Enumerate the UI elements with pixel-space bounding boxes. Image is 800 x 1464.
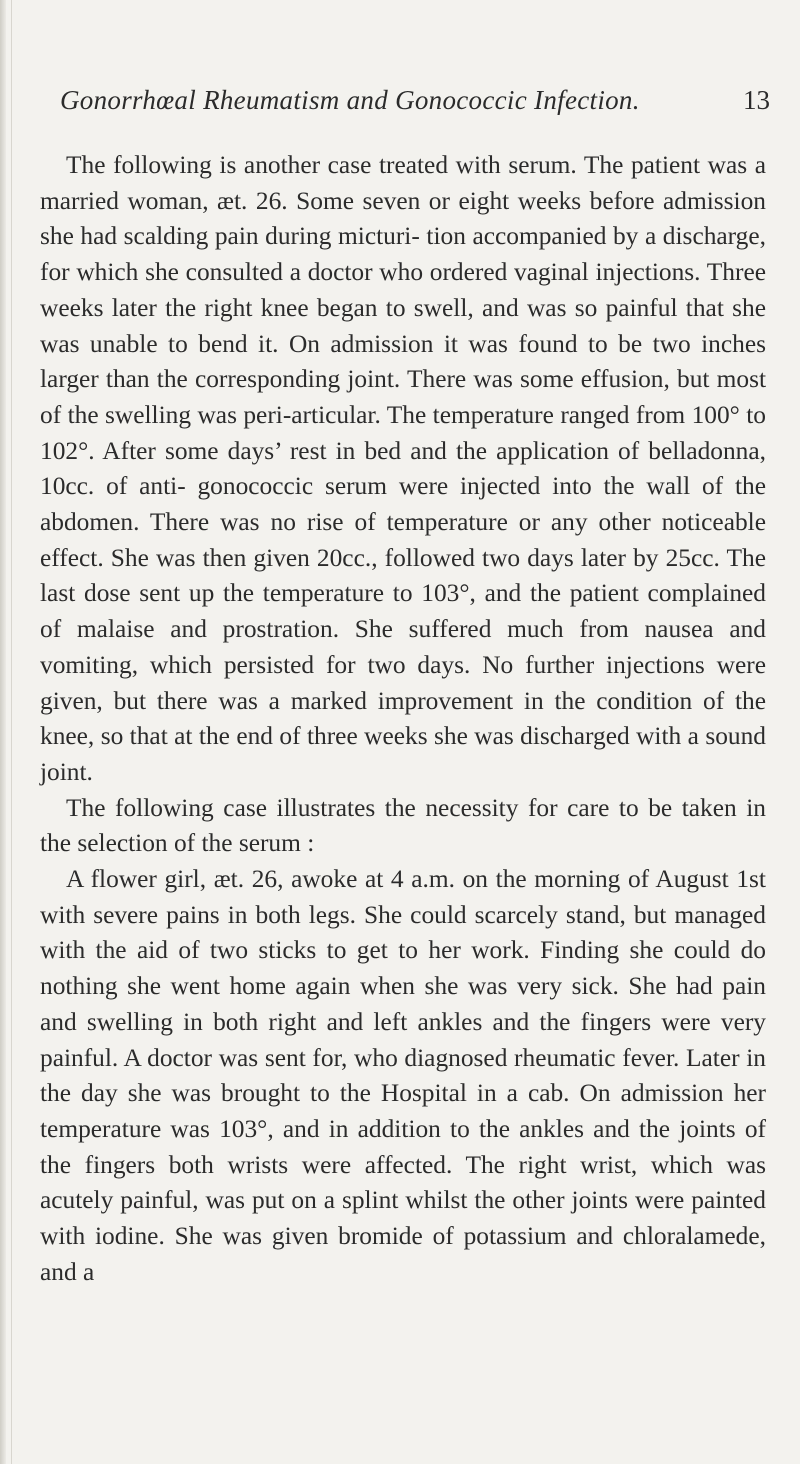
body-text [40, 148, 766, 1291]
running-title: Gonorrhœal Rheumatism and Gonococcic Infection. [60, 85, 640, 115]
paragraph-case-two: A flower girl, æt. 26, awoke at 4 a.m. on the morning of August 1st with severe pains in both legs. She could scarcely stand, but managed with the aid of two sticks to get to her work. Finding she could do nothing she went home again when she was very sick. She had pain and swelling in both right and left ankles and the fingers were very painful. A doctor was sent for, who diagnosed rheumatic fever. Later in the day she was brought to the Hospital in a cab. On admission her temperature was 103°, and in addition to the ankles and the joints of the fingers both wrists were affected. The right wrist, which was acutely painful, was put on a splint whilst the other joints were painted with iodine. She was given bromide of potassium and chloralamede, and a [40, 865, 766, 1286]
binding-rule [11, 0, 12, 1464]
page-left-edge [0, 0, 6, 1464]
page-number: 13 [743, 85, 770, 115]
paragraph-case-one: The following is another case treated with serum. The patient was a married woman, æt. 26. Some seven or eight weeks before admission she had scalding pain during micturi- tion accompanied by a discharge, for which she consulted a doctor who ordered vaginal injections. Three weeks later the right knee began to swell, and was so painful that she was unable to bend it. On admission it was found to be two inches larger than the corresponding joint. There was some effusion, but most of the swelling was peri-articular. The temperature ranged from 100° to 102°. After some days’ rest in bed and the application of belladonna, 10cc. of anti- gonococcic serum were injected into the wall of the abdomen. There was no rise of temperature or any other noticeable effect. She was then given 20cc., followed two days later by 25cc. The last dose sent up the temperature to 103°, and the patient complained of malaise and prostration. She suffered much from nausea and vomiting, which persisted for two days. No further injections were given, but there was a marked improvement in the condition of the knee, so that at the end of three weeks she was discharged with a sound joint. [40, 151, 766, 786]
running-head [60, 80, 770, 120]
paragraph-intro-case-two: The following case illustrates the necessity for care to be taken in the selection of the serum : [40, 793, 766, 858]
